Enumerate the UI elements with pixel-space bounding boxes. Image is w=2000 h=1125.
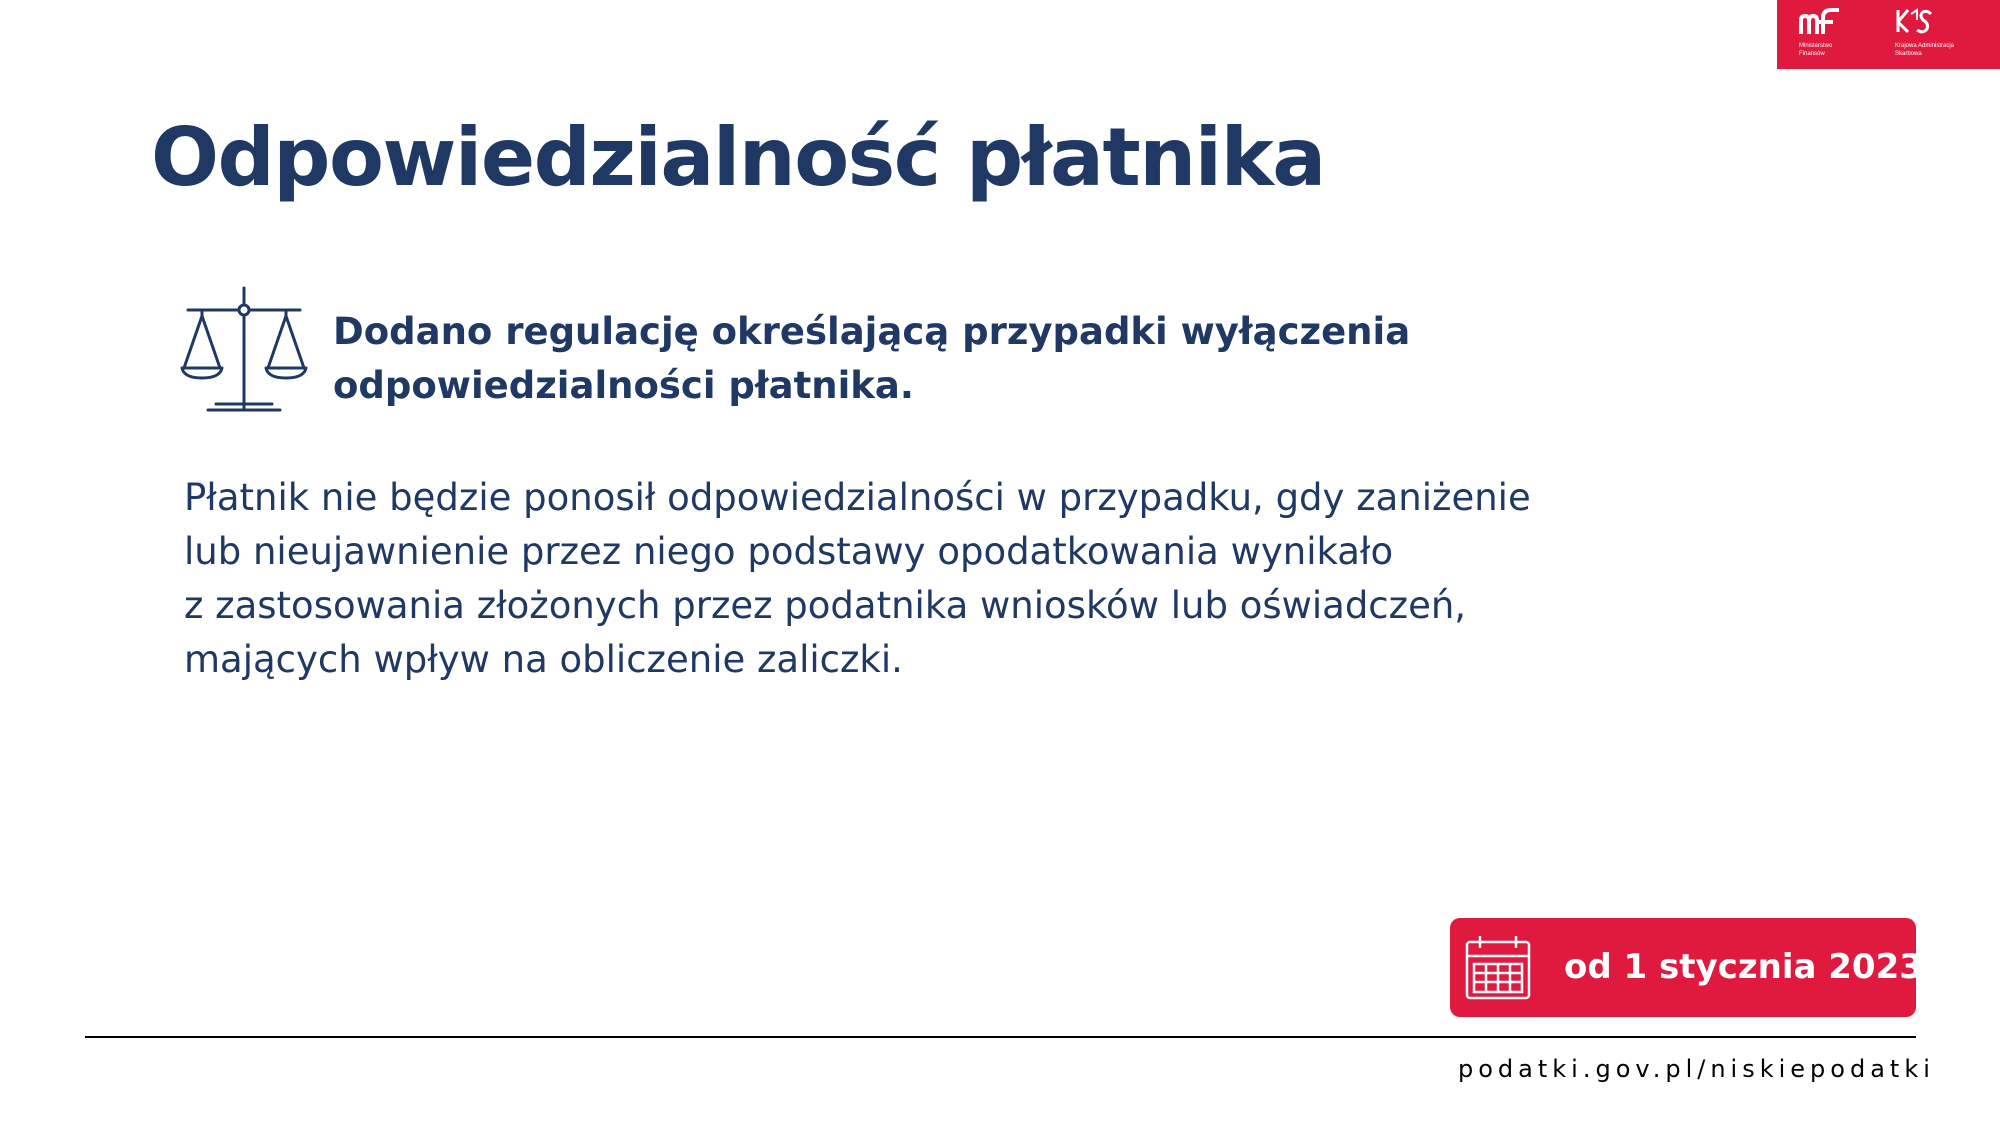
kas-logo-caption: Krajowa Administracja Skarbowa xyxy=(1895,43,1955,57)
scales-icon xyxy=(178,286,310,414)
header-logos xyxy=(1777,0,2000,69)
mf-logo-mark xyxy=(1799,8,1845,38)
kas-logo xyxy=(1895,8,1995,64)
effective-date-badge xyxy=(1450,918,1960,1017)
body-line: Płatnik nie będzie ponosił odpowiedzialności w przypadku, gdy zaniżenie xyxy=(184,476,1531,519)
mf-logo-caption: Ministerstwo Finansów xyxy=(1799,43,1833,57)
body-paragraph xyxy=(184,471,1531,687)
footer-divider xyxy=(85,1036,1916,1038)
footer-url: podatki.gov.pl/niskiepodatki xyxy=(1458,1055,1935,1083)
headline xyxy=(333,305,1433,413)
headline-line: odpowiedzialności płatnika. xyxy=(333,364,914,407)
calendar-icon xyxy=(1464,934,1532,1002)
body-line: z zastosowania złożonych przez podatnika wniosków lub oświadczeń, xyxy=(184,584,1467,627)
mf-logo xyxy=(1799,8,1889,64)
effective-date-text: od 1 stycznia 2023 r. xyxy=(1564,947,1960,987)
page-title: Odpowiedzialność płatnika xyxy=(151,111,1325,204)
body-line: mających wpływ na obliczenie zaliczki. xyxy=(184,638,903,681)
headline-line: Dodano regulację określającą przypadki wyłączenia xyxy=(333,310,1411,353)
kas-logo-mark xyxy=(1895,8,1935,38)
body-line: lub nieujawnienie przez niego podstawy opodatkowania wynikało xyxy=(184,530,1394,573)
